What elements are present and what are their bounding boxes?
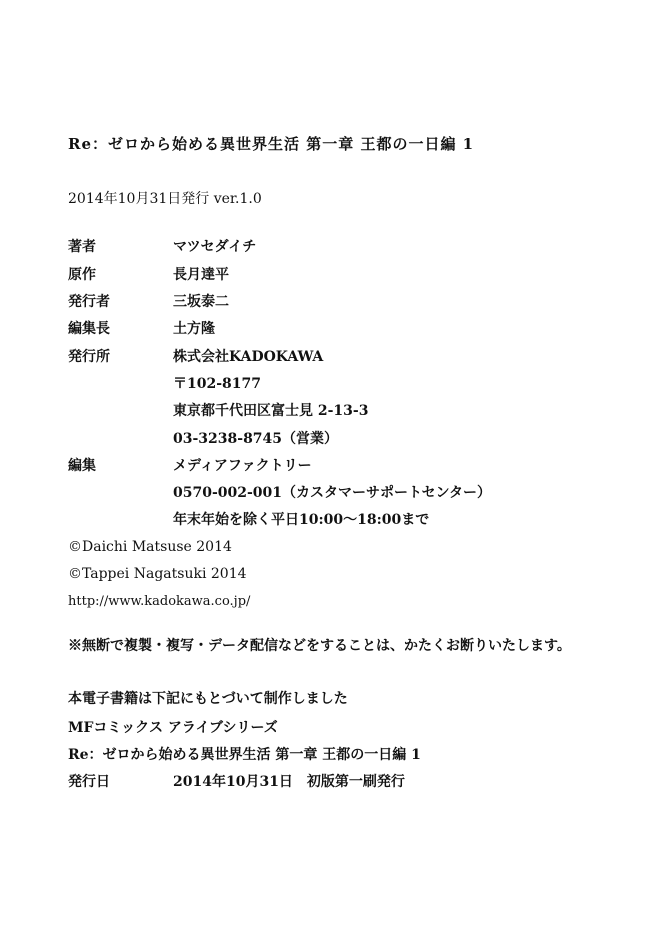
credit-label: 編集 — [68, 458, 96, 474]
source-date-value: 2014年10月31日 初版第一刷発行 — [173, 774, 405, 790]
credit-label: 著者 — [68, 239, 96, 255]
credit-value: 株式会社KADOKAWA — [173, 349, 324, 365]
credit-label: 編集長 — [68, 321, 110, 337]
credit-label: 原作 — [68, 267, 96, 283]
credit-value: 土方隆 — [173, 321, 215, 337]
credit-label: 発行所 — [68, 349, 110, 365]
publisher-phone: 03-3238-8745（営業） — [173, 431, 339, 447]
credit-label: 発行者 — [68, 294, 110, 310]
publisher-address: 東京都千代田区富士見 2-13-3 — [173, 403, 369, 419]
source-series: MFコミックス アライブシリーズ — [68, 720, 278, 736]
copy-notice: ※無断で複製・複写・データ配信などをすることは、かたくお断りいたします。 — [68, 638, 571, 654]
source-title: Re：ゼロから始める異世界生活 第一章 王都の一日編 1 — [68, 747, 421, 763]
publisher-url: http://www.kadokawa.co.jp/ — [68, 594, 251, 609]
book-title: Re：ゼロから始める異世界生活 第一章 王都の一日編 1 — [68, 135, 475, 153]
credit-value: 三坂泰二 — [173, 294, 229, 310]
source-date-label: 発行日 — [68, 774, 110, 790]
issue-date-line: 2014年10月31日発行 ver.1.0 — [68, 191, 262, 207]
credit-value: メディアファクトリー — [173, 458, 312, 474]
publisher-postal-code: 〒102-8177 — [173, 376, 261, 392]
editor-hours: 年末年始を除く平日10:00〜18:00まで — [173, 512, 430, 528]
source-intro: 本電子書籍は下記にもとづいて制作しました — [68, 691, 348, 707]
copyright-line: ©Tappei Nagatsuki 2014 — [68, 566, 247, 582]
credit-value: 長月達平 — [173, 267, 229, 283]
credit-value: マツセダイチ — [173, 239, 257, 255]
copyright-line: ©Daichi Matsuse 2014 — [68, 539, 232, 555]
editor-phone: 0570-002-001（カスタマーサポートセンター） — [173, 485, 492, 501]
